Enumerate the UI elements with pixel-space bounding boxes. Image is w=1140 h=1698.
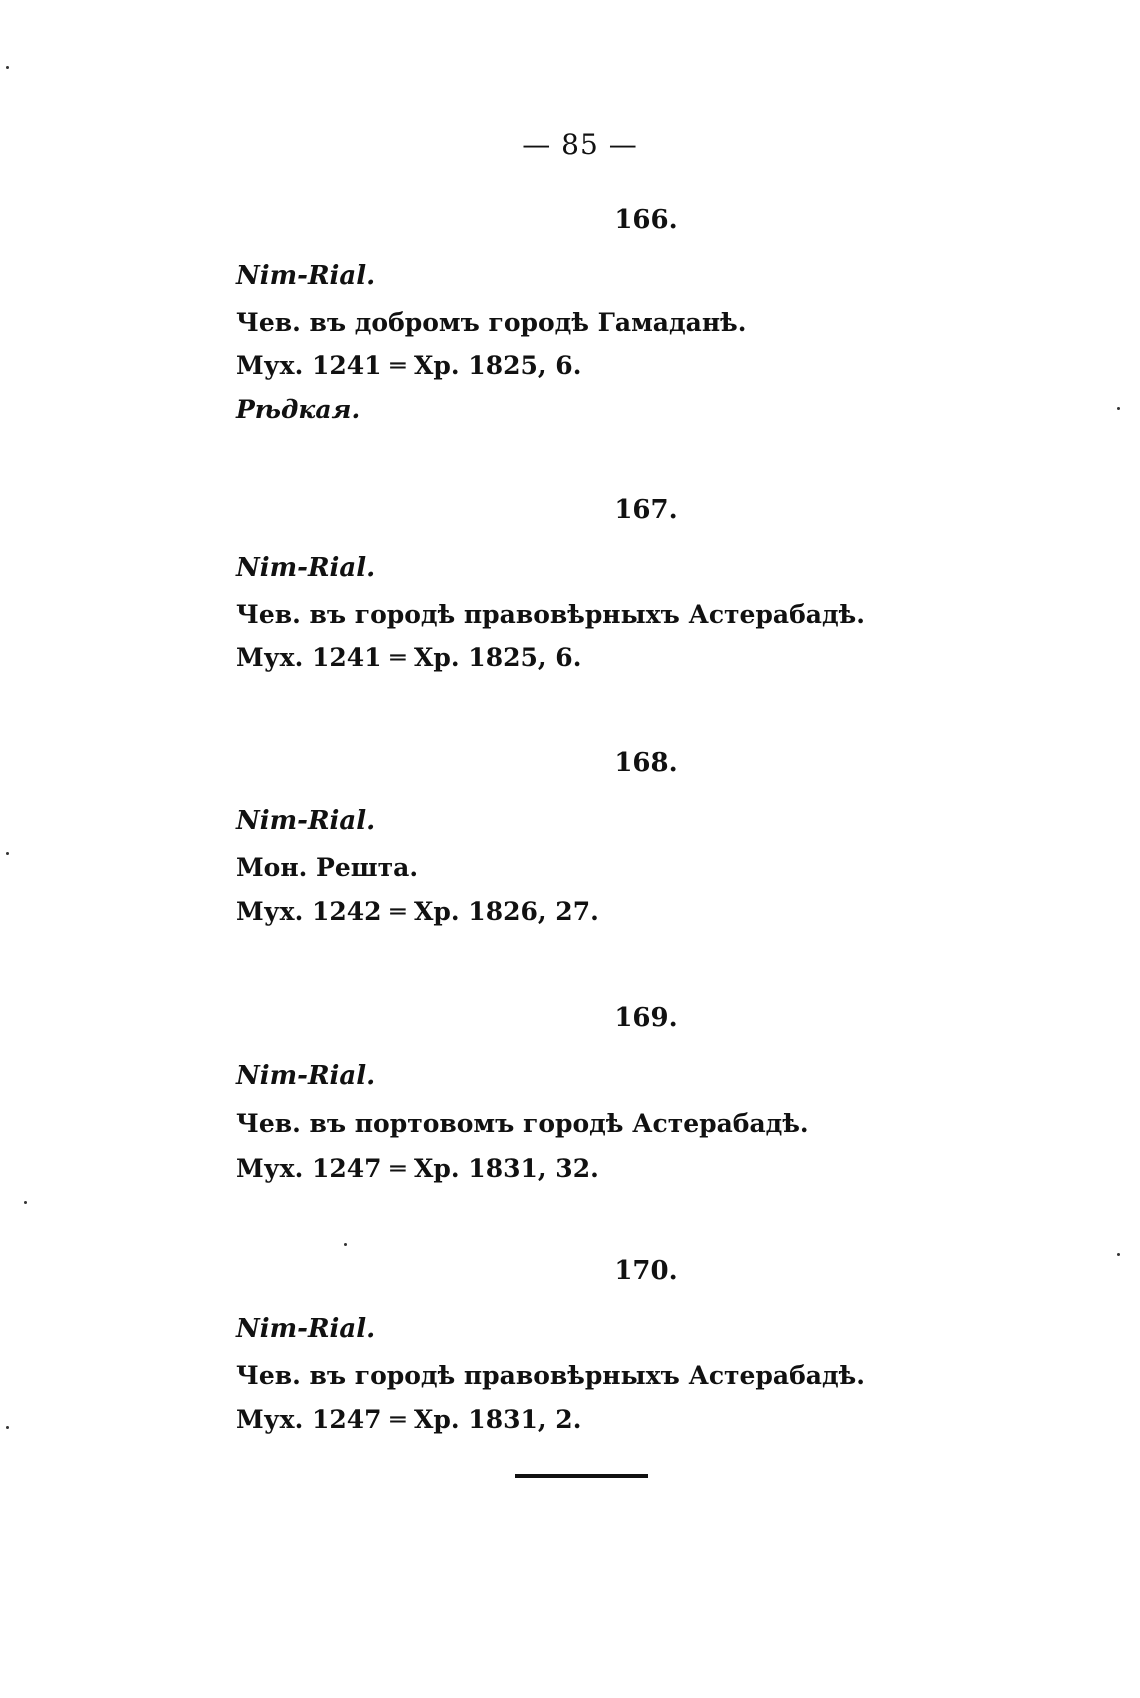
entry-date: Мух. 1242 ═ Хр. 1826, 27. (236, 897, 599, 926)
entry-number: 170. (614, 1256, 678, 1286)
entry-date: Мух. 1241 ═ Хр. 1825, 6. (236, 351, 582, 380)
entry-title: Nim-Rial. (236, 1061, 376, 1091)
entry-title: Nim-Rial. (236, 1314, 376, 1344)
entry-title: Nim-Rial. (236, 806, 376, 836)
page-number: — 85 — (522, 128, 638, 161)
scan-speck (1117, 407, 1120, 410)
entry-number: 168. (614, 748, 678, 778)
scan-speck (6, 66, 9, 69)
entry-date: Мух. 1241 ═ Хр. 1825, 6. (236, 643, 582, 672)
entry-description: Чев. въ городѣ правовѣрныхъ Астерабадѣ. (236, 1361, 865, 1390)
entry-rarity-note: Рѣдкая. (236, 395, 361, 424)
scan-speck (1117, 1253, 1120, 1256)
entry-number: 169. (614, 1003, 678, 1033)
scan-speck (344, 1243, 347, 1246)
entry-description: Чев. въ городѣ правовѣрныхъ Астерабадѣ. (236, 600, 865, 629)
scan-speck (6, 852, 9, 855)
entry-date: Мух. 1247 ═ Хр. 1831, 32. (236, 1154, 599, 1183)
end-rule (515, 1474, 648, 1478)
scan-speck (24, 1201, 27, 1204)
entry-date: Мух. 1247 ═ Хр. 1831, 2. (236, 1405, 582, 1434)
scan-speck (6, 1426, 9, 1429)
entry-number: 166. (614, 205, 678, 235)
entry-title: Nim-Rial. (236, 261, 376, 291)
entry-title: Nim-Rial. (236, 553, 376, 583)
entry-description: Чев. въ портовомъ городѣ Астерабадѣ. (236, 1109, 809, 1138)
entry-number: 167. (614, 495, 678, 525)
entry-description: Мон. Решта. (236, 853, 419, 882)
entry-description: Чев. въ добромъ городѣ Гамаданѣ. (236, 308, 747, 337)
